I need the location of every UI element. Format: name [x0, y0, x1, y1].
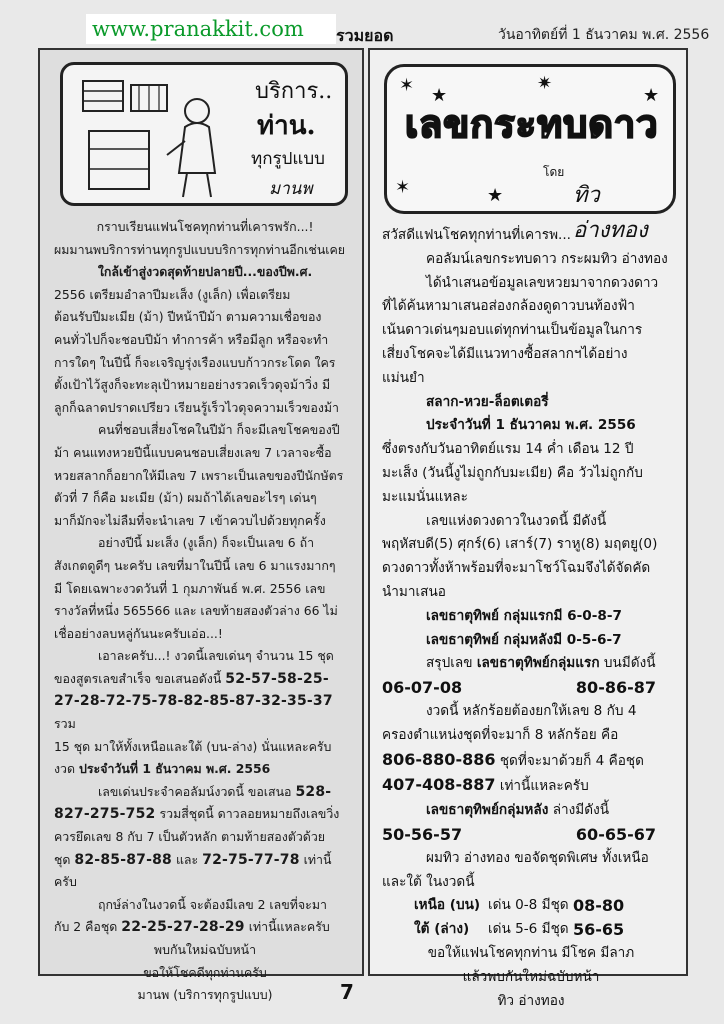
right-line: เสี่ยงโชคจะได้มีแนวทางซื้อสลากฯได้อย่าง: [382, 345, 628, 362]
south-text: เด่น 5-6 มีชุด: [488, 921, 569, 938]
right-text-span: ล่างมีดังนี้: [552, 802, 610, 819]
left-line: ตั้งเป้าไว้สูงก็จะทะลุเป้าหมายอย่างรวดเร็วดุจม้าวิ่ง มี: [54, 377, 331, 393]
right-greeting: สวัสดีแฟนโชคทุกท่านที่เคารพ...: [382, 227, 571, 243]
right-line: ซึ่งตรงกับวันอาทิตย์แรม 14 ค่ำ เดือน 12 ปี: [382, 441, 634, 458]
left-line: ตัวที่ 7 ก็คือ มะเมีย (ม้า) ผมถ้าได้เลขอะไรๆ เด่นๆ: [54, 490, 317, 506]
left-line: เชื่ออย่างลบหลู่กันนะครับเอ่อ...!: [54, 625, 223, 641]
right-text-span: เท่านี้แหละครับ: [499, 778, 589, 795]
right-line: คอลัมน์เลขกระทบดาว กระผมทิว อ่างทอง: [426, 250, 668, 267]
left-line: มี โดยเฉพาะงวดวันที่ 1 กุมภาพันธ์ พ.ศ. 2556 เลข: [54, 580, 326, 596]
north-set: 08-80: [572, 896, 625, 916]
right-line: ดวงดาวทั้งห้าพร้อมที่จะมาโชว์โฉมจึงได้จัดคัด: [382, 560, 651, 577]
left-article: [54, 216, 356, 1007]
left-line: คนที่ชอบเสี่ยงโชคในปีม้า ก็จะมีเลขโชคของปี: [98, 422, 340, 438]
right-column: [368, 48, 688, 1009]
left-line: อย่างปีนี้ มะเส็ง (งูเล็ก) ก็จะเป็นเลข 6 ถ้า: [98, 535, 315, 551]
last-pairs: [382, 823, 680, 847]
left-number-set: 72-75-77-78: [202, 851, 300, 868]
right-line: เน้นดาวเด่นๆมอบแด่ทุกท่านเป็นข้อมูลในการ: [382, 322, 643, 339]
right-line: [382, 652, 680, 676]
left-line: มาก็มักจะไม่ลืมที่จะนำเลข 7 เข้าควบไปด้วยทุกครั้ง: [54, 512, 326, 528]
number-set: 06-07-08: [382, 678, 463, 698]
left-text-span: ชุด: [54, 851, 71, 867]
left-column: [38, 48, 364, 1003]
watermark-url[interactable]: www.pranakkit.com: [86, 14, 336, 44]
star-icon: ✷: [537, 73, 553, 94]
left-text-span: และ: [175, 851, 199, 867]
right-line: มะแมนั่นแหละ: [382, 488, 468, 505]
left-line: เอาละครับ...! งวดนี้เลขเด่นๆ จำนวน 15 ชุด: [98, 648, 334, 664]
number-set: 407-408-887: [382, 775, 496, 795]
last-group-label: เลขธาตุทิพย์กลุ่มหลัง: [426, 802, 549, 819]
left-number-set: 27-28-72-75-78-82-85-87-32-35-37: [54, 693, 333, 710]
left-line: [54, 690, 356, 735]
banner-author: ทิว อ่างทอง: [573, 183, 648, 243]
left-line: ครับ: [54, 874, 77, 890]
cartoon-signature: มานพ: [269, 179, 313, 199]
masthead: รวมยอด: [336, 26, 394, 45]
right-line: และใต้ ในงวดนี้: [382, 873, 475, 890]
summary-prefix: สรุปเลข: [426, 655, 473, 672]
star-icon: ★: [487, 185, 504, 206]
right-line: งวดนี้ หลักร้อยต้องยกให้เลข 8 กับ 4: [426, 702, 637, 719]
right-closing: ขอให้แฟนโชคทุกท่าน มีโชค มีลาภ: [427, 944, 635, 961]
cartoon-title-line3: ทุกรูปแบบ: [251, 149, 325, 169]
left-number-set: 82-85-87-88: [74, 851, 172, 868]
right-closing: ทิว อ่างทอง: [497, 992, 565, 1009]
left-text-span: เท่านี้: [303, 851, 332, 867]
left-line: [54, 668, 356, 691]
number-set: 60-65-67: [575, 824, 656, 844]
left-line: [54, 916, 356, 939]
left-text-span: รวมสี่ชุดนี้ ดาวลอยหมายถึงเลขวิ่ง: [159, 806, 340, 822]
left-closing: ขอให้โชคดีทุกท่านครับ: [143, 964, 267, 980]
left-number-set: 528-: [295, 783, 332, 800]
left-greeting: กราบเรียนแฟนโชคทุกท่านที่เคารพรัก...!: [96, 219, 314, 234]
left-line: ผมมานพบริการท่านทุกรูปแบบบริการทุกท่านอีกเช่นเคย: [54, 241, 346, 257]
left-line: ม้า คนแทงหวยปีนี้แบบคนชอบเสี่ยงเลข 7 เวลาจะซื้อ: [54, 444, 332, 460]
left-line: 2556 เตรียมอำลาปีมะเส็ง (งูเล็ก) เพื่อเตรียม: [54, 286, 291, 302]
star-icon: ★: [643, 85, 660, 106]
left-closing: พบกันใหม่ฉบับหน้า: [153, 942, 257, 957]
group-last: เลขธาตุทิพย์ กลุ่มหลังมี 0-5-6-7: [426, 631, 622, 648]
first-pairs: [382, 676, 680, 700]
star-icon: ✶: [399, 75, 415, 96]
right-text-span: ชุดที่จะมาด้วยก็ 4 คือชุด: [499, 752, 644, 769]
right-line: [382, 748, 680, 774]
right-line: แม่นยำ: [382, 369, 425, 386]
summary-bold: เลขธาตุทิพย์กลุ่มแรก: [476, 655, 600, 672]
left-line: [54, 758, 356, 781]
left-line: หวยสลากก็อยากให้มีเลข 7 เพราะเป็นเลขของปีนักษัตร: [54, 467, 344, 483]
north-row: [382, 894, 680, 918]
left-line: [54, 803, 356, 826]
left-line: [54, 781, 356, 804]
right-line: นำมาเสนอ: [382, 583, 446, 600]
cartoon-illustration: [69, 71, 229, 201]
right-line: ที่ได้ค้นหามาเสนอส่องกล้องดูดาวบนท้องฟ้า: [382, 298, 635, 315]
cartoon-title-line2: ท่าน.: [257, 111, 316, 141]
section-title: สลาก-หวย-ล็อตเตอรี่: [426, 393, 549, 410]
left-number-set: 827-275-752: [54, 806, 156, 823]
left-number-set: 22-25-27-28-29: [121, 919, 245, 936]
left-line: รางวัลที่หนึ่ง 565566 และ เลขท้ายสองตัวล่าง 66 ไม่: [54, 603, 338, 619]
left-line: การใดๆ ในปีนี้ ก็จะเจริญรุ่งเรืองแบบก้าวกระโดด ใคร: [54, 354, 336, 370]
north-text: เด่น 0-8 มีชุด: [488, 897, 569, 914]
left-line: ลูกก็ฉลาดปราดเปรียว เรียนรู้เร็วไวดุจความเร็วของม้า: [54, 399, 339, 415]
number-set: 50-56-57: [382, 824, 463, 844]
left-line: 15 ชุด มาให้ทั้งเหนือและใต้ (บน-ล่าง) นั่นแหละครับ: [54, 738, 332, 754]
right-line: เลขแห่งดวงดาวในงวดนี้ มีดังนี้: [426, 512, 607, 529]
cartoon-title-line1: บริการ..: [255, 79, 333, 104]
left-text-span: รวม: [54, 716, 76, 732]
left-line: สังเกตดูดีๆ นะครับ เลขที่มาในปีนี้ เลข 6 มาแรงมากๆ: [54, 557, 336, 573]
right-line: ผมทิว อ่างทอง ขอจัดชุดพิเศษ ทั้งเหนือ: [426, 849, 649, 866]
left-text-span: เลขเด่นประจำคอลัมน์งวดนี้ ขอเสนอ: [98, 783, 292, 799]
right-line: มะเส็ง (วันนี้งูไม่ถูกกับมะเมีย) คือ วัวไม่ถูกกับ: [382, 464, 643, 481]
south-set: 56-65: [572, 920, 625, 940]
right-line: [382, 773, 680, 799]
star-icon: ★: [431, 85, 448, 106]
left-line: ต้อนรับปีมะเมีย (ม้า) ปีหน้าปีม้า ตามความเชื่อของ: [54, 309, 322, 325]
north-label: เหนือ (บน): [414, 897, 481, 914]
number-set: 806-880-886: [382, 749, 496, 769]
right-line: พฤหัสบดี(5) ศุกร์(6) เสาร์(7) ราหู(8) มฤตยู(0): [382, 536, 658, 553]
left-draw-date: ประจำวันที่ 1 ธันวาคม พ.ศ. 2556: [79, 761, 271, 777]
left-text-span: งวด: [54, 761, 76, 777]
left-closing: มานพ (บริการทุกรูปแบบ): [137, 987, 273, 1003]
south-row: [382, 918, 680, 942]
right-line: [382, 799, 680, 823]
right-line: ครองตำแหน่งชุดที่จะมาก็ 8 หลักร้อย คือ: [382, 726, 619, 743]
left-line: ใกล้เข้าสู่งวดสุดท้ายปลายปี...ของปีพ.ศ.: [97, 264, 313, 280]
south-label: ใต้ (ล่าง): [414, 921, 470, 938]
star-icon: ✶: [395, 177, 411, 198]
left-line: คนทั่วไปก็จะชอบปีม้า ทำการค้า หรือมีลูก หรือจะทำ: [54, 331, 329, 347]
left-text-span: กับ 2 คือชุด: [54, 919, 118, 935]
group-first: เลขธาตุทิพย์ กลุ่มแรกมี 6-0-8-7: [426, 607, 622, 624]
left-line: [54, 849, 356, 872]
left-text-span: เท่านี้แหละครับ: [248, 919, 330, 935]
left-line: ฤกษ์ล่างในงวดนี้ จะต้องมีเลข 2 เลขที่จะมา: [98, 896, 327, 912]
left-number-set: 52-57-58-25-: [225, 670, 329, 687]
left-text-span: ของสูตรเลขสำเร็จ ขอเสนอดังนี้: [54, 670, 222, 686]
banner-by: โดย: [543, 165, 565, 179]
draw-date: ประจำวันที่ 1 ธันวาคม พ.ศ. 2556: [426, 417, 636, 434]
header-date: วันอาทิตย์ที่ 1 ธันวาคม พ.ศ. 2556: [498, 27, 710, 43]
right-line: ได้นำเสนอข้อมูลเลขหวยมาจากดวงดาว: [426, 274, 659, 291]
right-article: [382, 224, 680, 1013]
page-number: 7: [340, 980, 354, 1004]
left-line: ควรยึดเลข 8 กับ 7 เป็นตัวหลัก ตามท้ายสองตัวด้วย: [54, 829, 326, 845]
right-closing: แล้วพบกันใหม่ฉบับหน้า: [462, 968, 600, 985]
summary-suffix: บนมีดังนี้: [603, 655, 656, 672]
cartoon-header: [60, 62, 348, 206]
number-set: 80-86-87: [575, 678, 656, 698]
banner-title: เลขกระทบดาว: [405, 101, 659, 146]
